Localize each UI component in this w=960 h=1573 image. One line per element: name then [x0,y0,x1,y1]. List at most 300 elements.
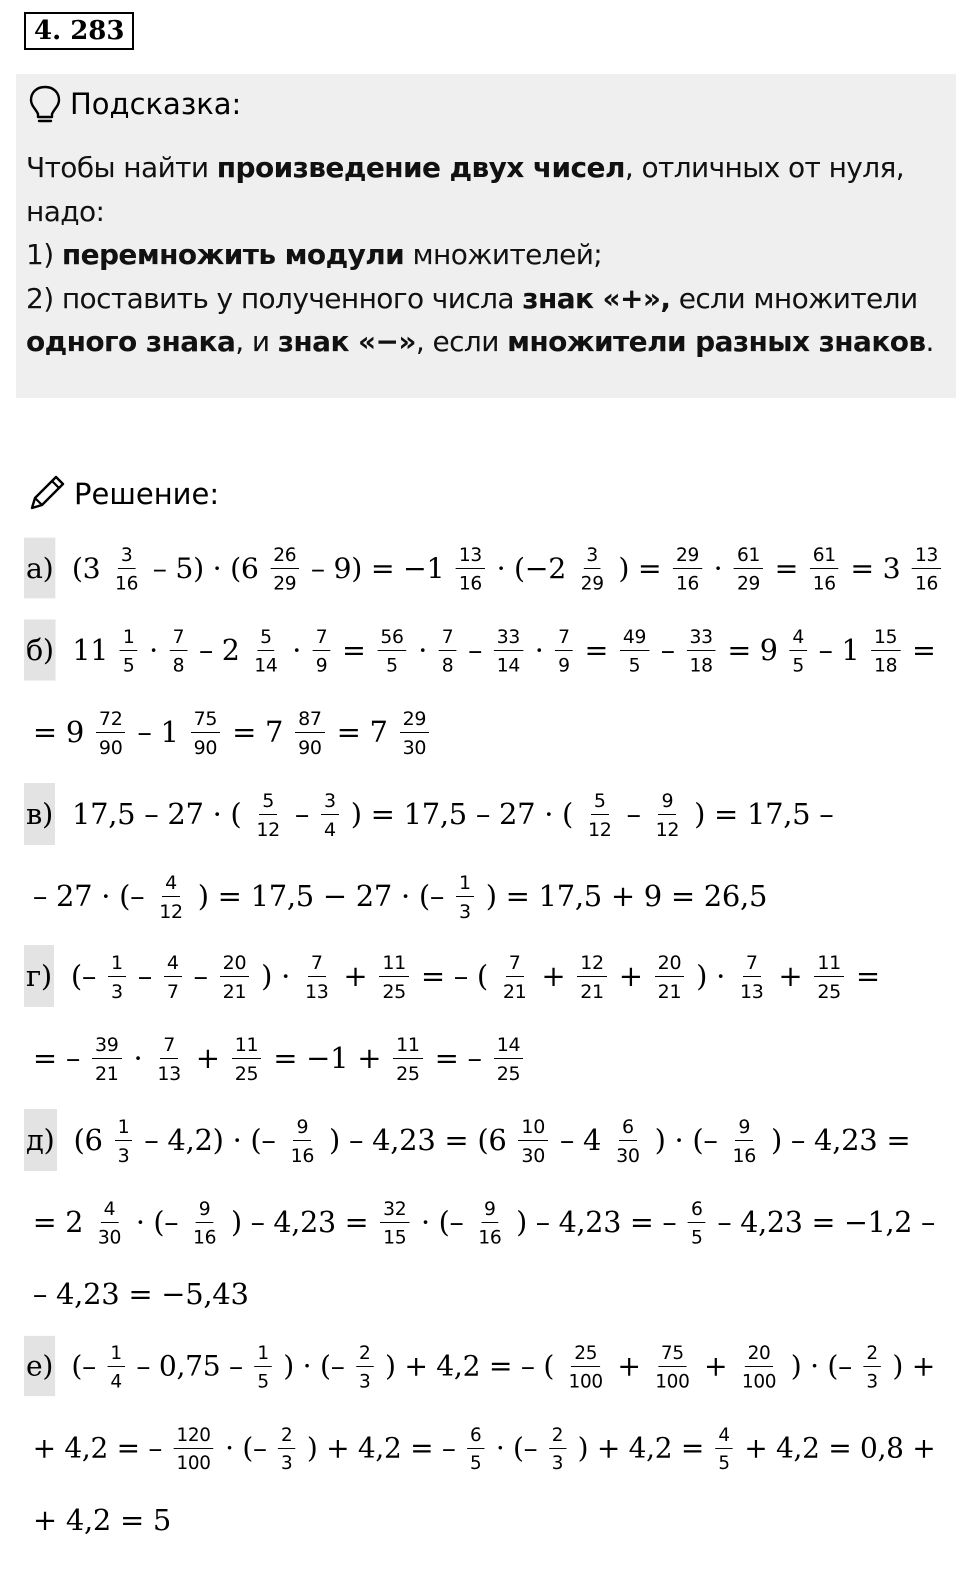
expression-text: ) – 4,23 = – [507,1205,686,1239]
hint-text [26,146,946,364]
fraction [456,545,485,593]
numerator: 10 [518,1117,548,1141]
denominator: 16 [115,572,139,594]
fraction [270,545,299,593]
numerator: 1 [108,953,126,977]
hint-bold-span: перемножить модули [61,238,405,271]
denominator: 90 [193,736,218,759]
hint-text-span: если множители [670,281,918,315]
expression-text: · (– [127,1205,188,1239]
denominator: 21 [502,980,527,1003]
expression-text: · [704,551,732,585]
expression-text: – [617,797,650,831]
fraction [653,791,683,840]
numerator: 11 [232,1035,262,1059]
expression-text: ) · (– [782,1349,861,1383]
numerator: 14 [494,1035,524,1059]
fraction [655,953,685,1002]
denominator: 15 [383,1226,407,1249]
denominator: 30 [521,1144,545,1167]
hint-text-span: надо: [26,194,105,228]
expression-text: – [128,959,161,993]
numerator: 9 [658,791,676,815]
solution-line [24,951,889,1003]
denominator: 13 [157,1062,181,1085]
denominator: 3 [117,1144,130,1167]
denominator: 16 [732,1144,757,1167]
denominator: 12 [655,818,680,841]
hint-text-span: Чтобы найти [26,151,217,184]
denominator: 16 [915,572,939,594]
expression-text: ) = 17,5 – [685,797,843,831]
expression-text: = – [24,1041,89,1075]
item-label: г) [24,945,54,1007]
numerator: 49 [620,627,649,651]
fraction [734,545,763,593]
fraction [232,1035,262,1084]
denominator: 3 [551,1452,564,1474]
hint-text-span: , и [235,325,278,358]
solution-line [24,1343,944,1390]
fraction [577,953,607,1002]
denominator: 90 [98,736,123,759]
fraction [164,953,182,1002]
expression-text: = −1 + [264,1041,391,1075]
denominator: 3 [358,1370,371,1392]
fraction [156,873,186,922]
hint-bold-span: множители разных знаков [507,325,926,358]
expression-text: – 9) = −1 [302,551,454,585]
numerator: 32 [380,1199,409,1223]
fraction [739,1343,779,1391]
fraction [456,873,474,922]
expression-text: ) – 4,23 = [762,1123,920,1157]
solution-line [24,789,843,841]
numerator: 4 [164,953,182,977]
expression-text: ) + 4,2 = – [298,1431,465,1465]
fraction [555,627,573,675]
fraction [95,1199,124,1247]
hint-bold-span: знак «+», [522,281,671,315]
fraction [871,627,900,675]
denominator: 90 [298,736,322,759]
fraction [379,953,409,1002]
fraction [220,953,250,1002]
denominator: 16 [458,572,482,594]
numerator: 2 [356,1343,373,1366]
denominator: 14 [496,654,520,677]
denominator: 5 [628,654,641,677]
denominator: 13 [739,980,764,1003]
hint-line-5 [26,320,946,364]
hint-line-1 [26,146,946,190]
expression-text: – 1 [809,633,869,667]
denominator: 5 [386,654,398,677]
solution-title: Решение: [74,477,220,511]
fraction [377,627,406,675]
denominator: 4 [324,818,336,841]
fraction [295,709,325,758]
expression-text: + 4,2 = 0,8 + [735,1431,945,1465]
expression-text: – [184,959,217,993]
denominator: 29 [736,572,761,594]
expression-text: – 0,75 – [127,1349,252,1383]
problem-number: 4. 283 [24,12,134,50]
hint-line-2 [26,190,946,234]
expression-text: = 7 [223,715,293,749]
expression-text: ) + 4,2 = [568,1431,713,1465]
numerator: 1 [115,1117,133,1141]
denominator: 12 [256,818,280,841]
fraction [190,1199,219,1247]
fraction [170,627,188,675]
expression-text: = [846,959,889,993]
fraction [356,1343,373,1391]
hint-box [16,74,956,398]
numerator: 7 [555,627,573,651]
numerator: 33 [494,627,523,651]
expression-text: ) = 17,5 + 9 = 26,5 [476,879,777,913]
expression-text: · [124,1041,152,1075]
expression-text: + 4,2 = – [24,1431,171,1465]
fraction [400,709,430,758]
fraction [174,1425,214,1472]
denominator: 16 [675,572,700,594]
hint-bold-span: одного знака [26,325,236,358]
hint-text-span: . [925,325,934,358]
hint-bold-span: знак «−» [277,325,416,358]
expression-text: · [409,633,436,667]
denominator: 5 [257,1370,269,1392]
item-label: е) [24,1336,55,1396]
denominator: 21 [657,980,682,1003]
expression-text: – 4,23 = −1,2 – [708,1205,944,1239]
denominator: 21 [222,980,247,1003]
item-label: д) [24,1109,57,1171]
expression-text: · (– [216,1431,276,1465]
numerator: 2 [278,1425,295,1448]
numerator: 5 [257,627,275,651]
fraction [686,627,715,675]
numerator: 75 [658,1343,687,1366]
expression-text: · (−2 [487,551,575,585]
denominator: 5 [792,654,804,677]
expression-text: · [140,633,167,667]
denominator: 13 [304,980,329,1003]
fraction [737,953,767,1002]
hint-header [28,82,241,126]
numerator: 5 [591,791,609,815]
hint-bold-span: произведение двух чисел [216,151,625,184]
denominator: 3 [281,1452,293,1474]
numerator: 29 [400,709,430,733]
hint-text-span: множителей; [404,238,603,271]
expression-text: – [459,633,491,667]
denominator: 8 [172,654,185,677]
numerator: 7 [160,1035,178,1059]
expression-text: ) · (– [274,1349,354,1383]
hint-title: Подсказка: [70,87,242,121]
numerator: 4 [162,873,180,897]
fraction [549,1425,566,1472]
numerator: 6 [619,1117,637,1141]
fraction [191,709,221,758]
solution-line [24,871,777,923]
denominator: 4 [110,1370,122,1392]
denominator: 29 [580,572,604,594]
numerator: 11 [393,1035,423,1059]
denominator: 16 [812,572,836,594]
fraction [716,1425,733,1472]
fraction [108,1343,125,1391]
fraction [500,953,530,1002]
fraction [313,627,331,675]
denominator: 25 [382,980,406,1003]
numerator: 7 [308,953,326,977]
numerator: 72 [96,709,126,733]
denominator: 7 [166,980,179,1003]
denominator: 9 [558,654,570,677]
expression-text: = [575,633,617,667]
expression-text: · (– [412,1205,473,1239]
expression-text: · [525,633,553,667]
solution-line [24,625,945,677]
numerator: 2 [549,1425,566,1448]
denominator: 5 [718,1452,730,1474]
hint-text-span: 2) поставить у полученного числа [26,281,523,315]
denominator: 12 [159,900,183,923]
denominator: 12 [587,818,612,841]
solution-line [24,1033,526,1085]
numerator: 7 [506,953,524,977]
fraction [253,791,283,840]
numerator: 1 [254,1343,271,1366]
denominator: 5 [122,654,135,677]
hint-text-span: , отличных от нуля, [624,151,905,184]
numerator: 2 [864,1343,881,1366]
denominator: 29 [273,572,297,594]
numerator: 26 [270,545,299,568]
denominator: 100 [741,1370,777,1392]
denominator: 16 [192,1226,217,1249]
fraction [864,1343,881,1391]
expression-text: ) – 4,23 = (6 [320,1123,516,1157]
fraction [251,627,280,675]
expression-text: – 5) · (6 [144,551,268,585]
expression-text: = 3 [841,551,910,585]
expression-text: + [334,959,377,993]
fraction [278,1425,295,1472]
item-label: б) [24,619,56,680]
numerator: 3 [118,545,135,568]
denominator: 30 [97,1226,122,1249]
numerator: 13 [912,545,941,568]
numerator: 7 [170,627,188,651]
numerator: 20 [745,1343,774,1366]
numerator: 20 [655,953,685,977]
fraction [475,1199,504,1247]
denominator: 8 [441,654,454,677]
fraction [108,953,126,1002]
numerator: 7 [439,627,457,651]
fraction [288,1117,318,1166]
fraction [688,1199,706,1247]
fraction [467,1425,484,1472]
fraction [112,545,141,593]
expression-text: – 2 [190,633,249,667]
expression-text: 11 [63,633,117,667]
fraction [494,1035,524,1084]
expression-text: ) · [252,959,299,993]
denominator: 9 [315,654,328,677]
fraction [96,709,126,758]
fraction [439,627,457,675]
numerator: 3 [321,791,339,815]
fraction [613,1117,643,1166]
expression-text: – [285,797,318,831]
expression-text: = 7 [327,715,397,749]
fraction [620,627,649,675]
numerator: 3 [583,545,600,568]
expression-text: + [769,959,812,993]
numerator: 4 [789,627,807,651]
denominator: 18 [874,654,898,677]
fraction [380,1199,409,1247]
fraction [789,627,807,675]
expression-text: (– [61,959,105,993]
expression-text: – 4,2) · (– [135,1123,285,1157]
fraction [494,627,523,675]
expression-text: = 9 [718,633,787,667]
numerator: 39 [92,1035,122,1059]
expression-text: – [651,633,684,667]
fraction [115,1117,133,1166]
expression-text: – 4,23 = −5,43 [24,1277,258,1311]
numerator: 56 [377,627,406,651]
expression-text: = 9 [24,715,93,749]
fraction [730,1117,760,1166]
expression-text: ) + 4,2 = – ( [376,1349,563,1383]
numerator: 4 [101,1199,119,1223]
solution-line [24,1270,258,1318]
expression-text: + [695,1349,737,1383]
denominator: 25 [396,1062,420,1085]
expression-text: ) – 4,23 = [222,1205,378,1239]
fraction [302,953,332,1002]
expression-text: (6 [64,1123,112,1157]
expression-text: = 2 [24,1205,92,1239]
expression-text: + [608,1349,650,1383]
expression-text: · [283,633,310,667]
solution-line [24,1115,920,1167]
expression-text: 17,5 – 27 · ( [63,797,251,831]
numerator: 4 [716,1425,733,1448]
expression-text: + [609,959,652,993]
denominator: 16 [290,1144,315,1167]
denominator: 30 [616,1144,640,1167]
numerator: 9 [481,1199,499,1223]
denominator: 5 [691,1226,703,1249]
pencil-icon [28,472,68,516]
numerator: 29 [673,545,702,568]
solution-line [24,1496,180,1544]
expression-text: ) · (– [645,1123,727,1157]
expression-text: – 4 [550,1123,611,1157]
fraction [120,627,138,675]
denominator: 21 [94,1062,119,1085]
expression-text: – 1 [128,715,188,749]
numerator: 9 [196,1199,214,1223]
numerator: 11 [379,953,409,977]
denominator: 3 [866,1370,878,1392]
denominator: 100 [655,1370,690,1392]
numerator: 5 [259,791,277,815]
numerator: 87 [295,709,325,733]
expression-text: – 27 · (– [24,879,154,913]
fraction [673,545,702,593]
hint-text-span: , если [415,325,508,358]
expression-text: + [186,1041,229,1075]
denominator: 100 [176,1452,211,1474]
numerator: 13 [456,545,485,568]
expression-text: = [765,551,807,585]
numerator: 120 [174,1425,214,1448]
expression-text: ) = 17,5 – 27 · ( [341,797,582,831]
fraction [154,1035,184,1084]
fraction [566,1343,606,1391]
fraction [321,791,339,840]
numerator: 1 [456,873,474,897]
numerator: 6 [688,1199,706,1223]
fraction [912,545,941,593]
numerator: 61 [734,545,763,568]
denominator: 25 [234,1062,259,1085]
numerator: 9 [293,1117,311,1141]
expression-text: = [333,633,375,667]
solution-line [24,545,944,592]
numerator: 15 [871,627,900,651]
item-label: в) [24,783,55,845]
numerator: 12 [577,953,607,977]
expression-text: + [532,959,575,993]
denominator: 30 [402,736,427,759]
denominator: 100 [568,1370,603,1392]
solution-header [28,470,219,518]
expression-text: ) = [609,551,671,585]
denominator: 18 [689,654,713,677]
fraction [810,545,839,593]
numerator: 7 [313,627,331,651]
fraction [254,1343,271,1391]
fraction [518,1117,548,1166]
expression-text: + 4,2 = 5 [24,1503,180,1537]
fraction [652,1343,692,1391]
lightbulb-icon [28,84,62,124]
solution-line [24,1197,944,1249]
expression-text: · (– [487,1431,546,1465]
numerator: 1 [108,1343,125,1366]
denominator: 3 [110,980,123,1003]
expression-text: ) = 17,5 − 27 · (– [188,879,453,913]
numerator: 1 [120,627,138,651]
numerator: 6 [467,1425,484,1448]
numerator: 61 [810,545,839,568]
expression-text: = [903,633,945,667]
expression-text: ) + [883,1349,944,1383]
numerator: 7 [743,953,761,977]
numerator: 75 [191,709,221,733]
fraction [393,1035,423,1084]
